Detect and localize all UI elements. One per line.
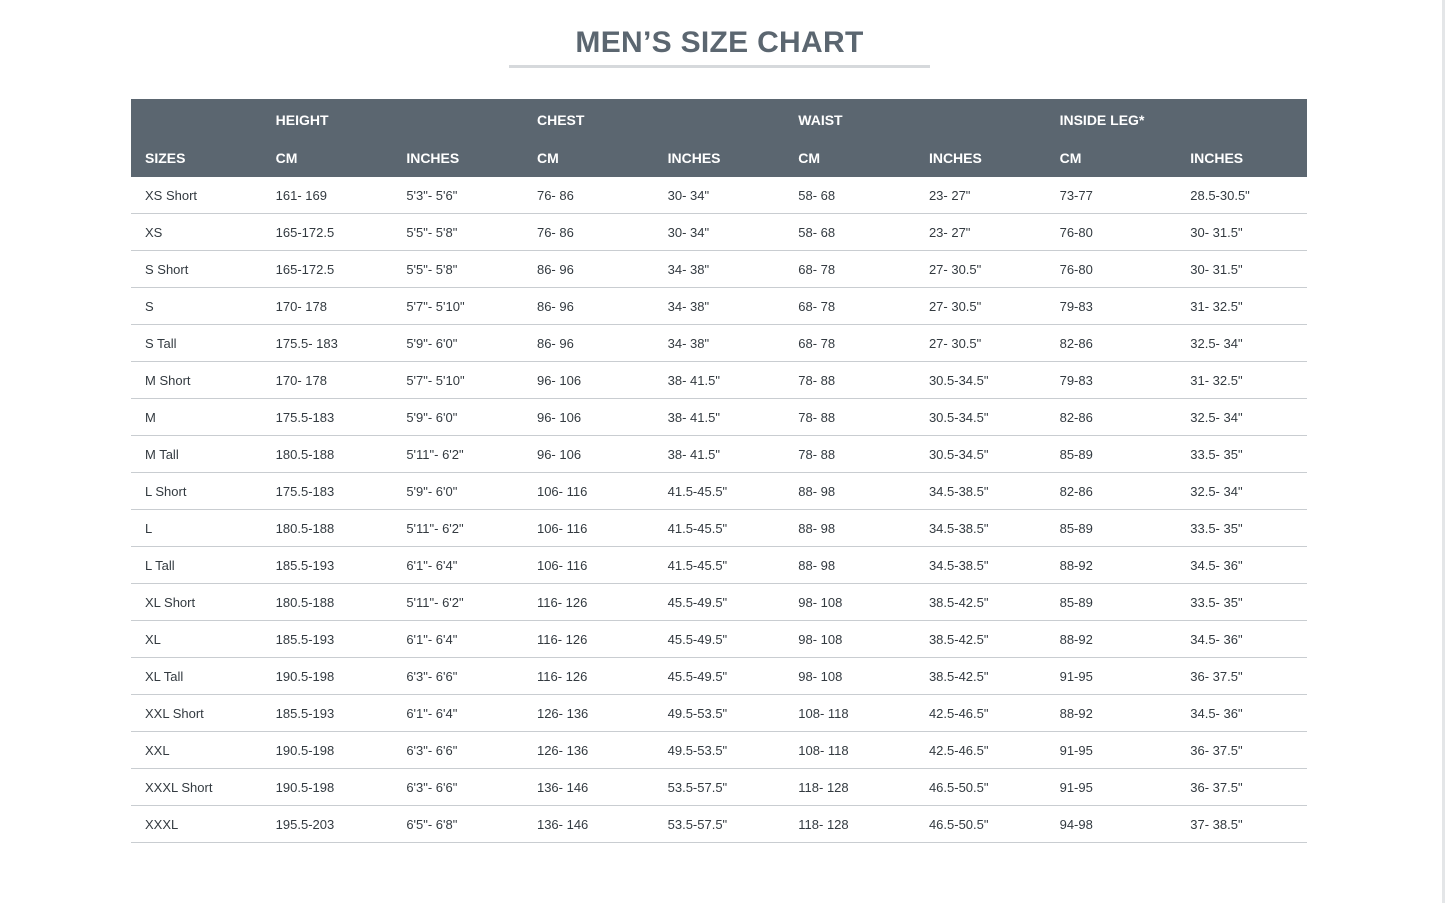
cell-height-inches: 6'1"- 6'4" bbox=[392, 621, 523, 658]
cell-waist-cm: 88- 98 bbox=[784, 510, 915, 547]
cell-waist-cm: 58- 68 bbox=[784, 214, 915, 251]
cell-chest-cm: 96- 106 bbox=[523, 399, 654, 436]
table-row bbox=[131, 510, 1307, 547]
cell-waist-inches: 38.5-42.5" bbox=[915, 658, 1046, 695]
table-row bbox=[131, 399, 1307, 436]
cell-waist-inches: 46.5-50.5" bbox=[915, 806, 1046, 843]
table-body bbox=[131, 177, 1307, 843]
cell-size-label: XXL Short bbox=[131, 695, 262, 732]
column-header-waist-inches: INCHES bbox=[928, 150, 982, 166]
size-chart-table bbox=[131, 99, 1307, 843]
cell-height-inches: 5'9"- 6'0" bbox=[392, 473, 523, 510]
column-header-sizes: SIZES bbox=[145, 150, 186, 166]
cell-height-inches: 6'5"- 6'8" bbox=[392, 806, 523, 843]
cell-inside-leg-cm: 91-95 bbox=[1046, 769, 1177, 806]
cell-height-cm: 185.5-193 bbox=[262, 621, 393, 658]
cell-waist-cm: 118- 128 bbox=[784, 769, 915, 806]
cell-height-inches: 5'5"- 5'8" bbox=[392, 251, 523, 288]
cell-size-label: L bbox=[131, 510, 262, 547]
cell-waist-inches: 27- 30.5" bbox=[915, 251, 1046, 288]
cell-inside-leg-inches: 33.5- 35" bbox=[1176, 436, 1307, 473]
cell-inside-leg-cm: 85-89 bbox=[1046, 584, 1177, 621]
cell-chest-inches: 38- 41.5" bbox=[654, 399, 785, 436]
cell-chest-cm: 86- 96 bbox=[523, 325, 654, 362]
cell-waist-cm: 78- 88 bbox=[784, 399, 915, 436]
cell-chest-cm: 76- 86 bbox=[523, 214, 654, 251]
cell-chest-inches: 30- 34" bbox=[654, 177, 785, 214]
cell-waist-cm: 108- 118 bbox=[784, 695, 915, 732]
cell-height-inches: 5'11"- 6'2" bbox=[392, 584, 523, 621]
cell-height-cm: 190.5-198 bbox=[262, 732, 393, 769]
cell-inside-leg-cm: 82-86 bbox=[1046, 399, 1177, 436]
cell-waist-cm: 98- 108 bbox=[784, 658, 915, 695]
cell-size-label: XL bbox=[131, 621, 262, 658]
cell-waist-inches: 27- 30.5" bbox=[915, 288, 1046, 325]
cell-chest-inches: 30- 34" bbox=[654, 214, 785, 251]
cell-waist-inches: 23- 27" bbox=[915, 214, 1046, 251]
cell-inside-leg-cm: 94-98 bbox=[1046, 806, 1177, 843]
cell-inside-leg-inches: 32.5- 34" bbox=[1176, 473, 1307, 510]
cell-waist-cm: 78- 88 bbox=[784, 436, 915, 473]
table-row bbox=[131, 806, 1307, 843]
cell-waist-inches: 42.5-46.5" bbox=[915, 695, 1046, 732]
cell-chest-inches: 45.5-49.5" bbox=[654, 584, 785, 621]
cell-size-label: XXXL bbox=[131, 806, 262, 843]
cell-inside-leg-inches: 30- 31.5" bbox=[1176, 251, 1307, 288]
cell-chest-inches: 45.5-49.5" bbox=[654, 658, 785, 695]
cell-inside-leg-inches: 36- 37.5" bbox=[1176, 732, 1307, 769]
cell-size-label: XXXL Short bbox=[131, 769, 262, 806]
cell-size-label: L Short bbox=[131, 473, 262, 510]
cell-chest-cm: 76- 86 bbox=[523, 177, 654, 214]
cell-height-inches: 6'3"- 6'6" bbox=[392, 769, 523, 806]
cell-height-cm: 175.5-183 bbox=[262, 473, 393, 510]
cell-inside-leg-inches: 28.5-30.5" bbox=[1176, 177, 1307, 214]
cell-waist-cm: 118- 128 bbox=[784, 806, 915, 843]
cell-inside-leg-cm: 85-89 bbox=[1046, 436, 1177, 473]
cell-height-cm: 185.5-193 bbox=[262, 547, 393, 584]
cell-size-label: XS bbox=[131, 214, 262, 251]
column-header-chest-cm: CM bbox=[536, 150, 559, 166]
cell-height-cm: 190.5-198 bbox=[262, 658, 393, 695]
cell-inside-leg-cm: 85-89 bbox=[1046, 510, 1177, 547]
group-header-waist: WAIST bbox=[798, 112, 843, 128]
cell-height-inches: 6'3"- 6'6" bbox=[392, 732, 523, 769]
cell-inside-leg-inches: 34.5- 36" bbox=[1176, 547, 1307, 584]
column-header-leg-inches: INCHES bbox=[1190, 150, 1244, 166]
cell-inside-leg-cm: 76-80 bbox=[1046, 251, 1177, 288]
group-header-cell bbox=[1176, 99, 1307, 139]
cell-inside-leg-cm: 82-86 bbox=[1046, 473, 1177, 510]
cell-waist-cm: 108- 118 bbox=[784, 732, 915, 769]
cell-chest-inches: 41.5-45.5" bbox=[654, 547, 785, 584]
cell-chest-cm: 136- 146 bbox=[523, 806, 654, 843]
cell-height-inches: 5'9"- 6'0" bbox=[392, 399, 523, 436]
cell-height-cm: 175.5-183 bbox=[262, 399, 393, 436]
cell-size-label: XL Tall bbox=[131, 658, 262, 695]
cell-chest-cm: 106- 116 bbox=[523, 547, 654, 584]
cell-inside-leg-inches: 34.5- 36" bbox=[1176, 621, 1307, 658]
cell-chest-cm: 106- 116 bbox=[523, 473, 654, 510]
cell-inside-leg-inches: 32.5- 34" bbox=[1176, 399, 1307, 436]
column-header-height-cm: CM bbox=[275, 150, 298, 166]
cell-size-label: M bbox=[131, 399, 262, 436]
title-underline bbox=[509, 65, 930, 68]
cell-size-label: S bbox=[131, 288, 262, 325]
table-row bbox=[131, 177, 1307, 214]
cell-waist-inches: 38.5-42.5" bbox=[915, 621, 1046, 658]
cell-chest-cm: 136- 146 bbox=[523, 769, 654, 806]
group-header-cell bbox=[915, 99, 1046, 139]
cell-waist-inches: 23- 27" bbox=[915, 177, 1046, 214]
table-row bbox=[131, 695, 1307, 732]
cell-inside-leg-inches: 31- 32.5" bbox=[1176, 288, 1307, 325]
cell-height-cm: 175.5- 183 bbox=[262, 325, 393, 362]
group-header-inside-leg: INSIDE LEG* bbox=[1059, 112, 1145, 128]
cell-inside-leg-cm: 88-92 bbox=[1046, 695, 1177, 732]
cell-chest-inches: 45.5-49.5" bbox=[654, 621, 785, 658]
table-row bbox=[131, 473, 1307, 510]
page-title: MEN’S SIZE CHART bbox=[575, 26, 864, 59]
cell-waist-inches: 42.5-46.5" bbox=[915, 732, 1046, 769]
table-row bbox=[131, 584, 1307, 621]
cell-height-cm: 190.5-198 bbox=[262, 769, 393, 806]
cell-chest-cm: 116- 126 bbox=[523, 658, 654, 695]
cell-inside-leg-cm: 76-80 bbox=[1046, 214, 1177, 251]
cell-chest-inches: 41.5-45.5" bbox=[654, 473, 785, 510]
cell-height-cm: 165-172.5 bbox=[262, 251, 393, 288]
cell-inside-leg-cm: 79-83 bbox=[1046, 362, 1177, 399]
group-header-chest: CHEST bbox=[536, 112, 585, 128]
cell-inside-leg-cm: 82-86 bbox=[1046, 325, 1177, 362]
group-header-cell bbox=[392, 99, 523, 139]
cell-height-inches: 5'3"- 5'6" bbox=[392, 177, 523, 214]
cell-chest-inches: 34- 38" bbox=[654, 251, 785, 288]
cell-inside-leg-inches: 36- 37.5" bbox=[1176, 658, 1307, 695]
cell-waist-inches: 34.5-38.5" bbox=[915, 547, 1046, 584]
cell-height-inches: 5'5"- 5'8" bbox=[392, 214, 523, 251]
cell-inside-leg-cm: 73-77 bbox=[1046, 177, 1177, 214]
cell-chest-inches: 38- 41.5" bbox=[654, 362, 785, 399]
cell-chest-inches: 34- 38" bbox=[654, 325, 785, 362]
cell-waist-inches: 30.5-34.5" bbox=[915, 399, 1046, 436]
cell-chest-inches: 34- 38" bbox=[654, 288, 785, 325]
cell-size-label: M Tall bbox=[131, 436, 262, 473]
cell-height-cm: 170- 178 bbox=[262, 288, 393, 325]
cell-waist-inches: 34.5-38.5" bbox=[915, 473, 1046, 510]
cell-waist-cm: 78- 88 bbox=[784, 362, 915, 399]
cell-inside-leg-inches: 37- 38.5" bbox=[1176, 806, 1307, 843]
cell-size-label: S Short bbox=[131, 251, 262, 288]
column-header-row bbox=[131, 139, 1307, 177]
cell-waist-cm: 68- 78 bbox=[784, 251, 915, 288]
cell-height-inches: 6'3"- 6'6" bbox=[392, 658, 523, 695]
cell-waist-cm: 58- 68 bbox=[784, 177, 915, 214]
cell-chest-inches: 41.5-45.5" bbox=[654, 510, 785, 547]
table-row bbox=[131, 325, 1307, 362]
cell-size-label: XL Short bbox=[131, 584, 262, 621]
column-header-waist-cm: CM bbox=[798, 150, 821, 166]
cell-waist-cm: 88- 98 bbox=[784, 547, 915, 584]
cell-height-inches: 5'7"- 5'10" bbox=[392, 362, 523, 399]
cell-waist-cm: 98- 108 bbox=[784, 584, 915, 621]
table-row bbox=[131, 214, 1307, 251]
cell-waist-inches: 27- 30.5" bbox=[915, 325, 1046, 362]
cell-size-label: M Short bbox=[131, 362, 262, 399]
table-row bbox=[131, 732, 1307, 769]
table-row bbox=[131, 288, 1307, 325]
cell-height-inches: 6'1"- 6'4" bbox=[392, 547, 523, 584]
cell-waist-inches: 30.5-34.5" bbox=[915, 436, 1046, 473]
cell-size-label: XS Short bbox=[131, 177, 262, 214]
cell-chest-inches: 38- 41.5" bbox=[654, 436, 785, 473]
cell-inside-leg-inches: 33.5- 35" bbox=[1176, 510, 1307, 547]
group-header-row bbox=[131, 99, 1307, 139]
cell-chest-cm: 86- 96 bbox=[523, 288, 654, 325]
cell-waist-inches: 46.5-50.5" bbox=[915, 769, 1046, 806]
group-header-height: HEIGHT bbox=[275, 112, 329, 128]
group-header-cell bbox=[131, 99, 262, 139]
table-row bbox=[131, 436, 1307, 473]
cell-size-label: XXL bbox=[131, 732, 262, 769]
table-row bbox=[131, 658, 1307, 695]
cell-inside-leg-cm: 88-92 bbox=[1046, 547, 1177, 584]
cell-inside-leg-inches: 30- 31.5" bbox=[1176, 214, 1307, 251]
cell-inside-leg-cm: 91-95 bbox=[1046, 658, 1177, 695]
cell-waist-inches: 30.5-34.5" bbox=[915, 362, 1046, 399]
table-header bbox=[131, 99, 1307, 177]
cell-waist-cm: 68- 78 bbox=[784, 325, 915, 362]
cell-waist-cm: 98- 108 bbox=[784, 621, 915, 658]
cell-chest-cm: 116- 126 bbox=[523, 621, 654, 658]
cell-inside-leg-cm: 79-83 bbox=[1046, 288, 1177, 325]
cell-height-cm: 180.5-188 bbox=[262, 584, 393, 621]
cell-inside-leg-cm: 91-95 bbox=[1046, 732, 1177, 769]
cell-height-cm: 170- 178 bbox=[262, 362, 393, 399]
cell-waist-inches: 34.5-38.5" bbox=[915, 510, 1046, 547]
cell-size-label: S Tall bbox=[131, 325, 262, 362]
cell-height-cm: 161- 169 bbox=[262, 177, 393, 214]
cell-chest-inches: 53.5-57.5" bbox=[654, 769, 785, 806]
cell-chest-inches: 49.5-53.5" bbox=[654, 732, 785, 769]
cell-height-inches: 5'9"- 6'0" bbox=[392, 325, 523, 362]
cell-height-cm: 185.5-193 bbox=[262, 695, 393, 732]
table-row bbox=[131, 251, 1307, 288]
cell-height-cm: 180.5-188 bbox=[262, 436, 393, 473]
cell-chest-cm: 116- 126 bbox=[523, 584, 654, 621]
cell-height-inches: 6'1"- 6'4" bbox=[392, 695, 523, 732]
cell-inside-leg-cm: 88-92 bbox=[1046, 621, 1177, 658]
column-header-leg-cm: CM bbox=[1059, 150, 1082, 166]
cell-chest-cm: 96- 106 bbox=[523, 436, 654, 473]
cell-waist-cm: 68- 78 bbox=[784, 288, 915, 325]
cell-chest-inches: 49.5-53.5" bbox=[654, 695, 785, 732]
cell-height-inches: 5'11"- 6'2" bbox=[392, 510, 523, 547]
table-row bbox=[131, 362, 1307, 399]
table-row bbox=[131, 621, 1307, 658]
cell-inside-leg-inches: 31- 32.5" bbox=[1176, 362, 1307, 399]
cell-chest-cm: 126- 136 bbox=[523, 695, 654, 732]
cell-waist-cm: 88- 98 bbox=[784, 473, 915, 510]
cell-chest-cm: 126- 136 bbox=[523, 732, 654, 769]
cell-height-inches: 5'7"- 5'10" bbox=[392, 288, 523, 325]
cell-height-cm: 195.5-203 bbox=[262, 806, 393, 843]
cell-chest-inches: 53.5-57.5" bbox=[654, 806, 785, 843]
cell-inside-leg-inches: 32.5- 34" bbox=[1176, 325, 1307, 362]
cell-inside-leg-inches: 36- 37.5" bbox=[1176, 769, 1307, 806]
cell-height-cm: 165-172.5 bbox=[262, 214, 393, 251]
cell-height-cm: 180.5-188 bbox=[262, 510, 393, 547]
column-header-height-inches: INCHES bbox=[406, 150, 460, 166]
cell-size-label: L Tall bbox=[131, 547, 262, 584]
group-header-cell bbox=[654, 99, 785, 139]
cell-inside-leg-inches: 34.5- 36" bbox=[1176, 695, 1307, 732]
table-row bbox=[131, 547, 1307, 584]
cell-height-inches: 5'11"- 6'2" bbox=[392, 436, 523, 473]
cell-chest-cm: 96- 106 bbox=[523, 362, 654, 399]
cell-chest-cm: 106- 116 bbox=[523, 510, 654, 547]
cell-inside-leg-inches: 33.5- 35" bbox=[1176, 584, 1307, 621]
cell-chest-cm: 86- 96 bbox=[523, 251, 654, 288]
cell-waist-inches: 38.5-42.5" bbox=[915, 584, 1046, 621]
column-header-chest-inches: INCHES bbox=[667, 150, 721, 166]
table-row bbox=[131, 769, 1307, 806]
